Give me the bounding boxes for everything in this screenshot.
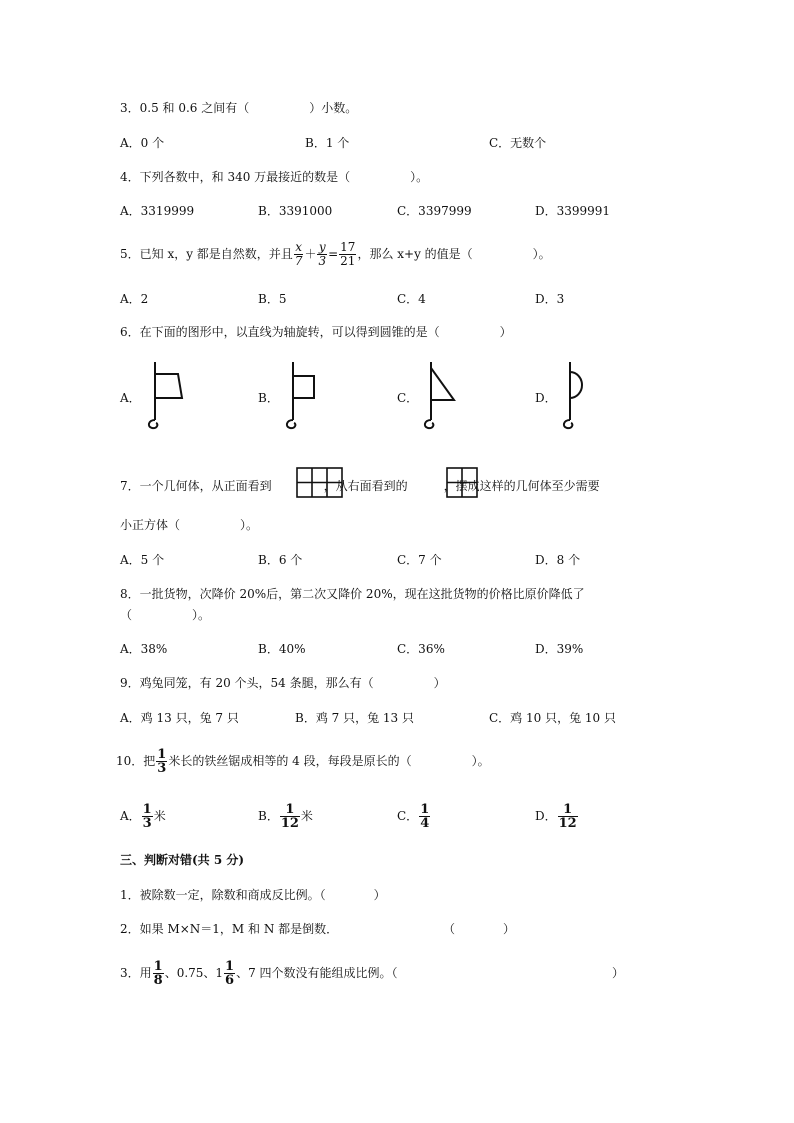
option-9c: C．鸡 10 只，兔 10 只 xyxy=(489,711,616,725)
fraction-1-over-3: $\frac{1}{3}$ xyxy=(157,747,167,776)
question-9-text: 9．鸡兔同笼，有 20 个头，54 条腿，那么有（ ） xyxy=(120,676,446,690)
figure-6d-semicircle-flag xyxy=(555,358,605,434)
judge-2-paren: （ ） xyxy=(443,922,516,936)
option-8a: A．38% xyxy=(120,642,168,656)
question-6-text: 6．在下面的图形中，以直线为轴旋转，可以得到圆锥的是（ ） xyxy=(120,325,512,339)
judge-2-text: 2．如果 M×N＝1，M 和 N 都是倒数． xyxy=(120,922,339,936)
option-5c: C．4 xyxy=(397,292,426,306)
question-10-text: 10．把 $\frac{1}{3}$ 米长的铁丝锯成相等的 4 段，每段是原长的（ ）。 xyxy=(116,747,490,776)
option-4c: C．3397999 xyxy=(397,204,472,218)
option-7b: B．6 个 xyxy=(258,553,303,567)
figure-6a-trapezoid-flag xyxy=(140,358,190,434)
option-9a: A．鸡 13 只，兔 7 只 xyxy=(120,711,239,725)
option-5d: D．3 xyxy=(535,292,565,306)
front-view-grid-icon xyxy=(296,467,344,499)
option-9b: B．鸡 7 只，兔 13 只 xyxy=(295,711,414,725)
question-7-line2: 小正方体（ ）。 xyxy=(120,518,259,532)
figure-6c-triangle-flag xyxy=(416,358,466,434)
option-10c: C． $\frac{1}{4}$ xyxy=(397,802,430,831)
option-10d: D． $\frac{1}{12}$ xyxy=(535,802,577,831)
option-5b: B．5 xyxy=(258,292,287,306)
judge-3-paren-close: ） xyxy=(612,966,625,980)
option-7c: C．7 个 xyxy=(397,553,442,567)
option-3a: A．0 个 xyxy=(120,136,165,150)
question-5-text: 5．已知 x，y 都是自然数，并且 $\frac{x}{7}$ ＋ $\frac{y}{3}$ = $\frac{17}{21}$ ，那么 x+y 的值是（ ）。 xyxy=(120,240,551,268)
fraction-y-over-3: $\frac{y}{3}$ xyxy=(318,240,327,268)
option-7a: A．5 个 xyxy=(120,553,165,567)
option-8d: D．39% xyxy=(535,642,584,656)
option-6d: D． xyxy=(535,391,557,405)
fraction-x-over-7: $\frac{x}{7}$ xyxy=(294,240,303,268)
option-8c: C．36% xyxy=(397,642,445,656)
option-6b: B． xyxy=(258,391,279,405)
option-6c: C． xyxy=(397,391,419,405)
option-3c: C．无数个 xyxy=(489,136,547,150)
option-4a: A．3319999 xyxy=(120,204,195,218)
option-5a: A．2 xyxy=(120,292,149,306)
fraction-1-over-6: $\frac{1}{6}$ xyxy=(225,959,235,988)
judge-3-text: 3．用 $\frac{1}{8}$ 、0.75、1 $\frac{1}{6}$ 、7 四个数没有能组成比例。（ xyxy=(120,959,398,988)
right-view-grid-icon xyxy=(446,467,480,499)
question-7-text: 7．一个几何体，从正面看到 ，从右面看到的 ，摆成这样的几何体至少需要 xyxy=(120,479,600,493)
section-3-title: 三、判断对错(共 5 分) xyxy=(120,853,245,867)
question-8-line1: 8．一批货物，次降价 20%后，第二次又降价 20%，现在这批货物的价格比原价降低了 xyxy=(120,587,585,601)
option-10b: B． $\frac{1}{12}$ 米 xyxy=(258,802,313,831)
option-4d: D．3399991 xyxy=(535,204,611,218)
fraction-1-over-8: $\frac{1}{8}$ xyxy=(153,959,163,988)
figure-6b-square-flag xyxy=(278,358,328,434)
question-3-text: 3．0.5 和 0.6 之间有（ ）小数。 xyxy=(120,101,358,115)
fraction-17-over-21: $\frac{17}{21}$ xyxy=(340,240,356,268)
option-3b: B．1 个 xyxy=(305,136,350,150)
option-4b: B．3391000 xyxy=(258,204,333,218)
option-6a: A． xyxy=(120,391,141,405)
question-4-text: 4．下列各数中，和 340 万最接近的数是（ ）。 xyxy=(120,170,429,184)
option-8b: B．40% xyxy=(258,642,306,656)
option-7d: D．8 个 xyxy=(535,553,581,567)
question-8-line2: （ ）。 xyxy=(120,608,211,622)
judge-1-text: 1．被除数一定，除数和商成反比例。（ ） xyxy=(120,888,386,902)
option-10a: A． $\frac{1}{3}$ 米 xyxy=(120,802,166,831)
